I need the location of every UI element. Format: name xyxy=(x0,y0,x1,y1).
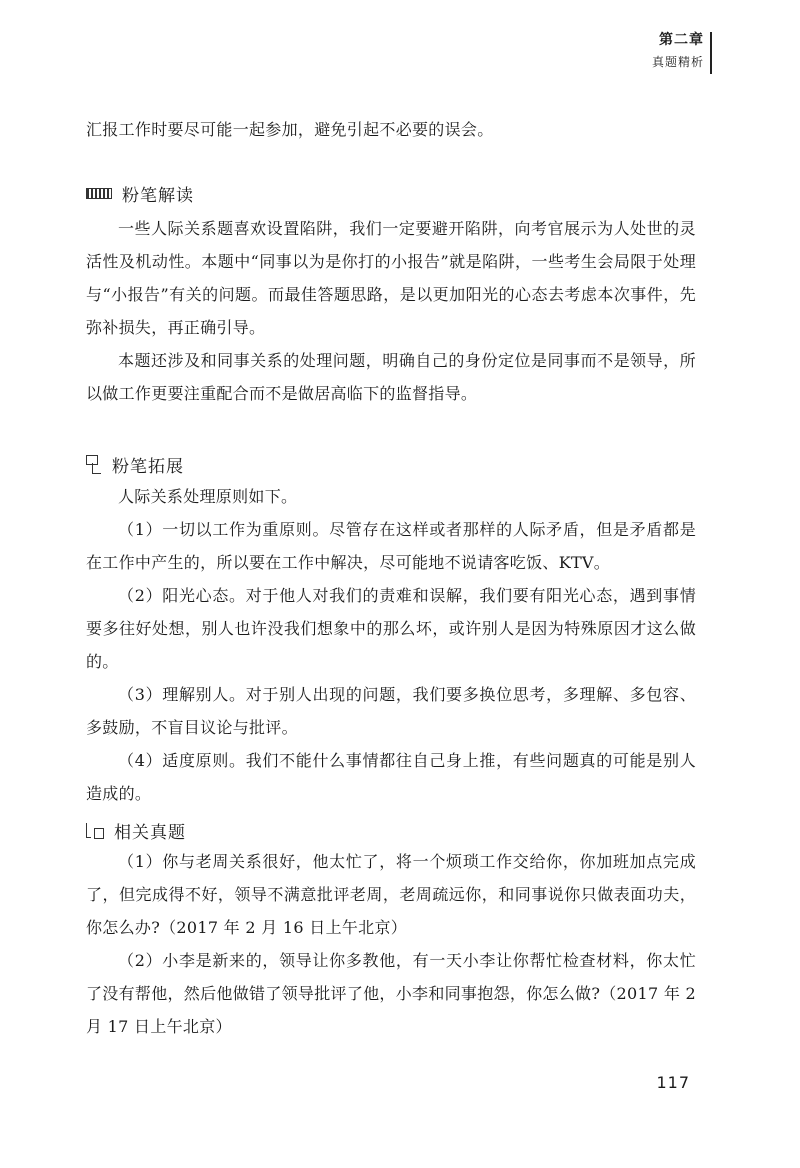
paragraph: 本题还涉及和同事关系的处理问题，明确自己的身份定位是同事而不是领导，所以做工作更要注重配合而不是做居高临下的监督指导。 xyxy=(86,351,696,403)
paragraph: （1）你与老周关系很好，他太忙了，将一个烦琐工作交给你，你加班加点完成了，但完成得不好，领导不满意批评老周，老周疏远你，和同事说你只做表面功夫，你怎么办?（2017 年 2 月 16 日上午北京） xyxy=(86,852,696,937)
expand-icon xyxy=(86,455,102,475)
paragraph: （3）理解别人。对于别人出现的问题，我们要多换位思考，多理解、多包容、多鼓励，不盲目议论与批评。 xyxy=(86,685,696,737)
paragraph: （4）适度原则。我们不能什么事情都往自己身上推，有些问题真的可能是别人造成的。 xyxy=(86,751,696,803)
page-number: 117 xyxy=(656,1073,690,1092)
header-rule xyxy=(710,32,712,74)
expand-body xyxy=(86,480,696,810)
chapter-subtitle: 真题精析 xyxy=(651,55,704,69)
reading-body xyxy=(86,212,696,410)
paragraph: 人际关系处理原则如下。 xyxy=(118,487,298,506)
section-heading-reading xyxy=(86,181,194,206)
paragraph: （2）小李是新来的，领导让你多教他，有一天小李让你帮忙检查材料，你太忙了没有帮他，然后他做错了领导批评了他，小李和同事抱怨，你怎么做?（2017 年 2 月 17 日上午北京） xyxy=(86,951,696,1036)
section-title: 粉笔解读 xyxy=(122,186,194,206)
chapter-label: 第二章 xyxy=(659,32,704,48)
related-icon xyxy=(86,823,104,839)
section-heading-related xyxy=(86,818,186,843)
reading-icon xyxy=(86,188,112,199)
intro-text: 汇报工作时要尽可能一起参加，避免引起不必要的误会。 xyxy=(86,120,494,139)
paragraph: 一些人际关系题喜欢设置陷阱，我们一定要避开陷阱，向考官展示为人处世的灵活性及机动性。本题中“同事以为是你打的小报告”就是陷阱，一些考生会局限于处理与“小报告”有关的问题。而最佳答题思路，是以更加阳光的心态去考虑本次事件，先弥补损失，再正确引导。 xyxy=(86,219,696,337)
paragraph: （1）一切以工作为重原则。尽管存在这样或者那样的人际矛盾，但是矛盾都是在工作中产生的，所以要在工作中解决，尽可能地不说请客吃饭、KTV。 xyxy=(86,520,696,572)
running-header xyxy=(652,30,704,72)
section-title: 粉笔拓展 xyxy=(112,457,184,477)
paragraph: （2）阳光心态。对于他人对我们的责难和误解，我们要有阳光心态，遇到事情要多往好处想，别人也许没我们想象中的那么坏，或许别人是因为特殊原因才这么做的。 xyxy=(86,586,696,671)
section-title: 相关真题 xyxy=(114,823,186,843)
section-heading-expand xyxy=(86,452,184,477)
intro-block xyxy=(86,113,696,146)
related-body xyxy=(86,845,696,1043)
